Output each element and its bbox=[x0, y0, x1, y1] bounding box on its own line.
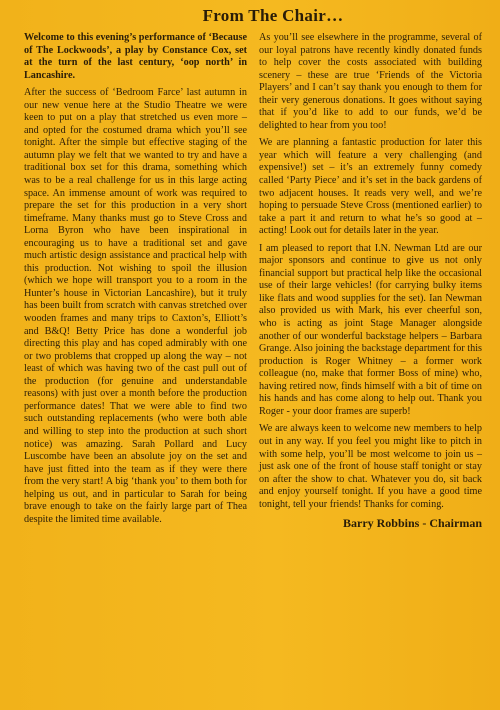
paragraph: As you’ll see elsewhere in the programme, several of our loyal patrons have recently kindly donated funds to help cover the costs associated with building scenery – these are true ‘Friends of the Victoria Players’ and I can’t say thank you enough to them for their very generous donations. It goes without saying that if you’d like to add to our funds, we’d be delighted to hear from you too! bbox=[259, 32, 482, 131]
right-column bbox=[259, 32, 482, 531]
paragraph: We are planning a fantastic production for later this year which will feature a very challenging (and expensive!) set – it’s an extremely funny comedy called ‘Party Piece’ and it’s set in the back gardens of two adjacent houses. It reads very well, and we’re hoping to persuade Steve Cross (mentioned earlier) to take a part it and return to what he’s so good at – acting! Look out for details later in the year. bbox=[259, 137, 482, 237]
paragraph: After the success of ‘Bedroom Farce’ last autumn in our new venue here at the Studio Theatre we were keen to put on a play that stretched us even more – and opted for the costumed drama which you’ll see tonight. After the simple but effective staging of the autumn play we felt that we wanted to try and have a traditional box set for this drama, something which was to be a real challenge for us in this large acting space. An immense amount of work was required to prepare the set for this production in a very short timeframe. Many thanks must go to Steve Cross and Lorna Byron who have been inspirational in encouraging us to have a traditional set and gave much artistic design assistance and practical help with this production. Not wishing to spoil the illusion (which we hope will transport you to a room in the Hunter’s house in Victorian Lancashire), but it truly has been built from scratch with canvas stretched over wooden frames and many trips to Caxton’s, Elliott’s and B&Q! Betty Price has done a wonderful job directing this play and has coped admirably with one or two problems that cropped up along the way – not least of which was having two of the cast pull out of the production (for genuine and understandable reasons) with just over a month before the production performance dates! That we were able to find two such outstanding replacements (who were both able and willing to step into the production at such short notice) was amazing. Sarah Pollard and Lucy Luscombe have been an absolute joy on the set and have just fitted into the team as if they were there from the very start! A big ‘thank you’ to them both for helping us out, and in particular to Sarah for being brave enough to take on the fairly large part of Thea despite the limited time available. bbox=[24, 87, 247, 525]
intro-paragraph: Welcome to this evening’s performance of ‘Because of The Lockwoods’, a play by Constance Cox, set at the turn of the last century, ‘oop north’ in Lancashire. bbox=[24, 32, 247, 81]
paragraph: We are always keen to welcome new members to help out in any way. If you feel you might like to pitch in with some help, you’ll be most welcome to join us – just ask one of the front of house staff tonight or stay on after the show to chat. Whatever you do, sit back and enjoy yourself tonight. If you have a good time tonight, tell your friends! Thanks for coming. bbox=[259, 423, 482, 510]
left-column bbox=[24, 32, 247, 531]
article-columns bbox=[24, 32, 482, 531]
paragraph: I am pleased to report that I.N. Newman Ltd are our major sponsors and continue to give us not only financial support but practical help like the occasional use of their large vehicles! (for carrying bulky items like flats and wood supplies for the set). Ian Newman also provided us with Mark, his ever cheerful son, who is acting as joint Stage Manager alongside another of our wonderful backstage helpers – Barbara Grange. Also joining the backstage department for this production is Roger Whitney – a former work colleague (no, make that former Boss of mine) who, having retired now, finds himself with a bit of time on his hands and has come along to help out. Thank you Roger - your door frames are superb! bbox=[259, 242, 482, 417]
signature: Barry Robbins - Chairman bbox=[342, 516, 482, 531]
page-title: From The Chair… bbox=[202, 6, 344, 25]
